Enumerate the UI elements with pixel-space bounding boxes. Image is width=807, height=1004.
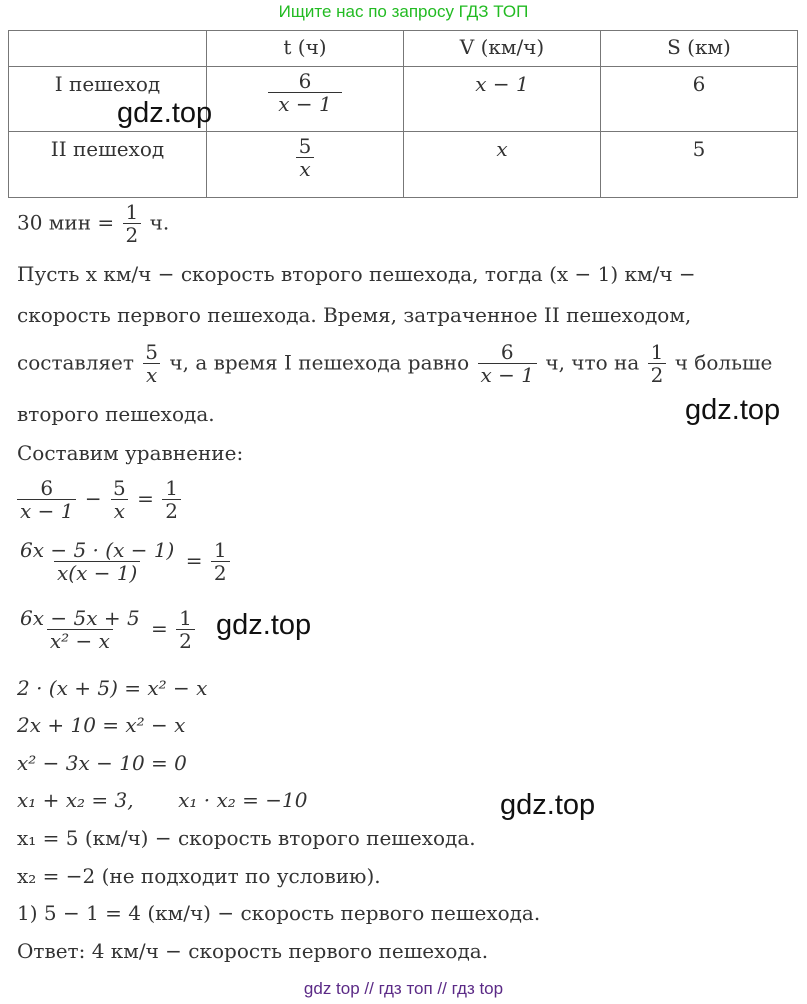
eq3-eq: = (151, 616, 168, 641)
eq3-d2: 2 (176, 629, 195, 652)
top-banner: Ищите нас по запросу ГДЗ ТОП (278, 2, 529, 21)
table-header-s: S (км) (601, 31, 798, 67)
row2-time-num: 5 (298, 134, 312, 158)
answer: Ответ: 4 км/ч − скорость первого пешехода. (17, 939, 489, 963)
equation-vieta: x₁ + x₂ = 3, x₁ · x₂ = −10 (17, 788, 308, 812)
row2-time-fraction (296, 136, 315, 180)
eq2-frac1 (17, 540, 177, 584)
eq1-d1: x − 1 (17, 499, 76, 522)
l4-frac1-num: 5 (145, 340, 159, 364)
step-1: 1) 5 − 1 = 4 (км/ч) − скорость первого пешехода. (17, 901, 541, 925)
l1-post: ч. (149, 210, 170, 235)
row2-speed: x (404, 132, 601, 198)
equation-2 (15, 540, 232, 584)
equation-3 (15, 608, 197, 652)
l1-pre: 30 мин = (17, 210, 115, 235)
eq1-frac1 (17, 478, 76, 522)
eq1-frac2 (110, 478, 129, 522)
eq1-n3: 1 (165, 476, 178, 500)
eq3-d1: x² − x (47, 629, 113, 652)
eq1-n1: 6 (40, 476, 54, 500)
eq3-frac2 (176, 608, 195, 652)
l4-b: ч, а время I пешехода равно (169, 350, 470, 375)
eq3-n1: 6x − 5x + 5 (20, 606, 140, 630)
equation-1 (15, 478, 183, 522)
line-time (17, 342, 772, 386)
eq1-frac3 (162, 478, 181, 522)
line-compose: Составим уравнение: (17, 441, 244, 465)
row1-time-fraction (268, 71, 341, 115)
root-x1: x₁ = 5 (км/ч) − скорость второго пешехода. (17, 826, 476, 850)
l4-frac1 (142, 342, 161, 386)
row1-distance: 6 (601, 67, 798, 132)
eq2-n2: 1 (213, 538, 227, 562)
watermark-4: gdz.top (500, 789, 596, 821)
eq2-d1: x(x − 1) (54, 561, 140, 584)
eq2-eq: = (185, 548, 203, 573)
eq2-d2: 2 (211, 561, 230, 584)
row2-time (207, 132, 404, 198)
l4-frac2-num: 6 (500, 340, 514, 364)
l1-fraction (123, 202, 142, 246)
equation-4: 2 · (x + 5) = x² − x (17, 676, 208, 700)
root-x2: x₂ = −2 (не подходит по условию). (17, 864, 381, 888)
watermark-3: gdz.top (216, 609, 312, 641)
equation-6: x² − 3x − 10 = 0 (17, 751, 187, 775)
l4-frac2-den: x − 1 (478, 363, 537, 386)
row1-speed: x − 1 (404, 67, 601, 132)
eq1-n2: 5 (112, 476, 126, 500)
table-header-t: t (ч) (207, 31, 404, 67)
row1-time-den: x − 1 (268, 92, 341, 115)
row2-distance: 5 (601, 132, 798, 198)
watermark-2: gdz.top (685, 394, 781, 426)
line-second-pedestrian: второго пешехода. (17, 402, 215, 426)
line-let: Пусть x км/ч − скорость второго пешехода, тогда (x − 1) км/ч − (17, 262, 696, 286)
row1-time-num: 6 (298, 69, 312, 93)
row2-label: II пешеход (9, 132, 207, 198)
eq2-frac2 (211, 540, 230, 584)
line-speed-first: скорость первого пешехода. Время, затраченное II пешеходом, (17, 303, 692, 327)
l4-frac3-num: 1 (650, 340, 664, 364)
eq1-d3: 2 (162, 499, 181, 522)
eq3-frac1 (17, 608, 143, 652)
line-30min (17, 202, 169, 246)
row2-time-den: x (296, 157, 313, 180)
l4-frac3 (648, 342, 667, 386)
table-header-empty (9, 31, 207, 67)
l1-num: 1 (125, 200, 139, 224)
eq2-n1: 6x − 5 · (x − 1) (20, 538, 175, 562)
bottom-banner: gdz top // гдз топ // гдз top (303, 979, 504, 998)
eq1-op: − (84, 486, 102, 511)
table-header-v: V (км/ч) (404, 31, 601, 67)
row1-label: I пешеход (9, 67, 207, 132)
l4-d: ч больше (674, 350, 773, 375)
eq3-n2: 1 (179, 606, 192, 630)
row1-time (207, 67, 404, 132)
l1-den: 2 (123, 223, 142, 246)
eq1-d2: x (111, 499, 128, 522)
eq1-eq: = (137, 486, 154, 511)
l4-frac2 (478, 342, 537, 386)
equation-5: 2x + 10 = x² − x (17, 713, 186, 737)
l4-a: составляет (17, 350, 134, 375)
l4-c: ч, что на (545, 350, 640, 375)
l4-frac3-den: 2 (648, 363, 667, 386)
l4-frac1-den: x (143, 363, 160, 386)
watermark-1: gdz.top (117, 97, 213, 129)
